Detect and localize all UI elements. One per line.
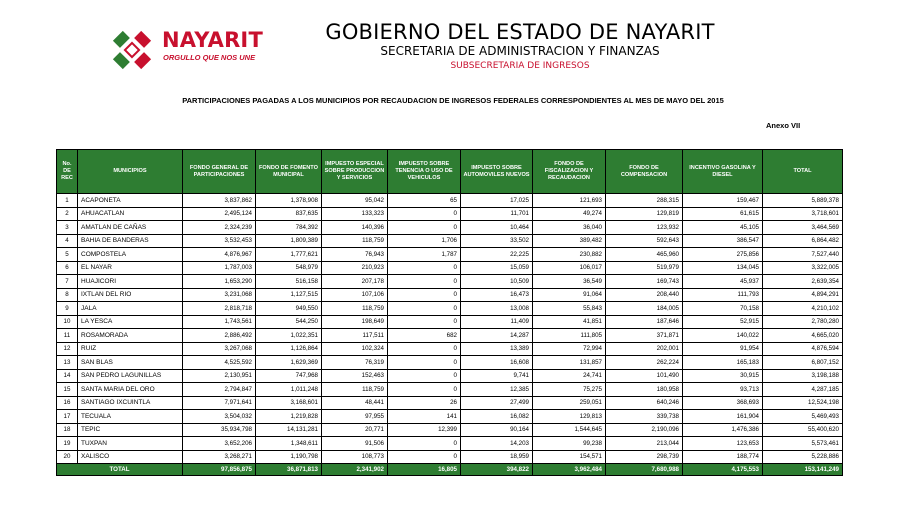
row-number: 2 <box>57 207 78 221</box>
amount-cell: 133,323 <box>322 207 388 221</box>
amount-cell: 784,392 <box>256 221 322 235</box>
amount-cell: 16,082 <box>461 410 533 424</box>
amount-cell: 75,275 <box>533 383 606 397</box>
amount-cell: 91,064 <box>533 288 606 302</box>
amount-cell: 106,017 <box>533 261 606 275</box>
row-number: 9 <box>57 302 78 316</box>
amount-cell: 0 <box>388 342 461 356</box>
amount-cell: 91,506 <box>322 437 388 451</box>
amount-cell: 1,190,798 <box>256 450 322 464</box>
amount-cell: 3,322,005 <box>763 261 843 275</box>
amount-cell: 3,504,032 <box>183 410 256 424</box>
amount-cell: 91,954 <box>683 342 763 356</box>
col-header-fiscalizacion: FONDO DE FISCALIZACION Y RECAUDACION <box>533 150 606 194</box>
amount-cell: 544,250 <box>256 315 322 329</box>
amount-cell: 1,809,389 <box>256 234 322 248</box>
row-number: 17 <box>57 410 78 424</box>
municipio-name: XALISCO <box>78 450 183 464</box>
row-number: 10 <box>57 315 78 329</box>
amount-cell: 0 <box>388 275 461 289</box>
amount-cell: 1,544,645 <box>533 423 606 437</box>
amount-cell: 70,158 <box>683 302 763 316</box>
amount-cell: 33,502 <box>461 234 533 248</box>
total-label: TOTAL <box>57 464 183 476</box>
amount-cell: 1,476,386 <box>683 423 763 437</box>
total-cell: 153,141,249 <box>763 464 843 476</box>
amount-cell: 298,739 <box>606 450 683 464</box>
amount-cell: 4,525,592 <box>183 356 256 370</box>
amount-cell: 3,168,601 <box>256 396 322 410</box>
table-row <box>57 383 843 397</box>
amount-cell: 10,509 <box>461 275 533 289</box>
amount-cell: 12,524,198 <box>763 396 843 410</box>
table-header-row <box>57 150 843 194</box>
amount-cell: 1,348,611 <box>256 437 322 451</box>
amount-cell: 0 <box>388 437 461 451</box>
col-header-no: No. DE REC <box>57 150 78 194</box>
amount-cell: 36,040 <box>533 221 606 235</box>
table-row <box>57 437 843 451</box>
table-row <box>57 207 843 221</box>
amount-cell: 213,044 <box>606 437 683 451</box>
amount-cell: 4,894,291 <box>763 288 843 302</box>
amount-cell: 207,178 <box>322 275 388 289</box>
row-number: 1 <box>57 194 78 208</box>
amount-cell: 198,649 <box>322 315 388 329</box>
amount-cell: 1,743,561 <box>183 315 256 329</box>
amount-cell: 339,738 <box>606 410 683 424</box>
amount-cell: 3,267,068 <box>183 342 256 356</box>
amount-cell: 45,937 <box>683 275 763 289</box>
table-row <box>57 315 843 329</box>
amount-cell: 14,203 <box>461 437 533 451</box>
municipio-name: AMATLAN DE CAÑAS <box>78 221 183 235</box>
amount-cell: 259,051 <box>533 396 606 410</box>
amount-cell: 4,287,185 <box>763 383 843 397</box>
amount-cell: 389,482 <box>533 234 606 248</box>
amount-cell: 165,183 <box>683 356 763 370</box>
col-header-automoviles: IMPUESTO SOBRE AUTOMOVILES NUEVOS <box>461 150 533 194</box>
row-number: 4 <box>57 234 78 248</box>
row-number: 3 <box>57 221 78 235</box>
government-title: GOBIERNO DEL ESTADO DE NAYARIT <box>325 20 715 44</box>
amount-cell: 371,871 <box>606 329 683 343</box>
amount-cell: 140,022 <box>683 329 763 343</box>
amount-cell: 129,813 <box>533 410 606 424</box>
amount-cell: 2,324,239 <box>183 221 256 235</box>
amount-cell: 0 <box>388 302 461 316</box>
total-cell: 16,805 <box>388 464 461 476</box>
row-number: 18 <box>57 423 78 437</box>
table-row <box>57 342 843 356</box>
amount-cell: 154,571 <box>533 450 606 464</box>
row-number: 20 <box>57 450 78 464</box>
amount-cell: 4,665,020 <box>763 329 843 343</box>
table-row <box>57 288 843 302</box>
municipio-name: TECUALA <box>78 410 183 424</box>
amount-cell: 4,876,967 <box>183 248 256 262</box>
amount-cell: 202,001 <box>606 342 683 356</box>
amount-cell: 45,105 <box>683 221 763 235</box>
amount-cell: 2,818,718 <box>183 302 256 316</box>
amount-cell: 0 <box>388 221 461 235</box>
amount-cell: 386,547 <box>683 234 763 248</box>
table-row <box>57 369 843 383</box>
amount-cell: 36,549 <box>533 275 606 289</box>
secretaria-title: SECRETARIA DE ADMINISTRACION Y FINANZAS <box>380 44 660 58</box>
municipio-name: BAHIA DE BANDERAS <box>78 234 183 248</box>
amount-cell: 837,635 <box>256 207 322 221</box>
row-number: 15 <box>57 383 78 397</box>
amount-cell: 2,190,096 <box>606 423 683 437</box>
amount-cell: 1,787,003 <box>183 261 256 275</box>
amount-cell: 368,693 <box>683 396 763 410</box>
amount-cell: 465,960 <box>606 248 683 262</box>
amount-cell: 97,955 <box>322 410 388 424</box>
col-header-compensacion: FONDO DE COMPENSACION <box>606 150 683 194</box>
amount-cell: 2,130,951 <box>183 369 256 383</box>
col-header-ieps: IMPUESTO ESPECIAL SOBRE PRODUCCION Y SERVICIOS <box>322 150 388 194</box>
table-row <box>57 248 843 262</box>
amount-cell: 30,915 <box>683 369 763 383</box>
row-number: 14 <box>57 369 78 383</box>
amount-cell: 18,959 <box>461 450 533 464</box>
amount-cell: 0 <box>388 450 461 464</box>
amount-cell: 1,706 <box>388 234 461 248</box>
amount-cell: 12,399 <box>388 423 461 437</box>
amount-cell: 123,932 <box>606 221 683 235</box>
amount-cell: 101,490 <box>606 369 683 383</box>
amount-cell: 129,819 <box>606 207 683 221</box>
amount-cell: 949,550 <box>256 302 322 316</box>
amount-cell: 0 <box>388 383 461 397</box>
total-cell: 2,341,902 <box>322 464 388 476</box>
annex-label: Anexo VII <box>766 121 801 130</box>
nayarit-logo <box>104 22 274 78</box>
total-cell: 394,822 <box>461 464 533 476</box>
amount-cell: 76,943 <box>322 248 388 262</box>
amount-cell: 1,011,248 <box>256 383 322 397</box>
amount-cell: 48,441 <box>322 396 388 410</box>
amount-cell: 11,409 <box>461 315 533 329</box>
amount-cell: 1,777,621 <box>256 248 322 262</box>
amount-cell: 180,958 <box>606 383 683 397</box>
amount-cell: 99,238 <box>533 437 606 451</box>
amount-cell: 6,864,482 <box>763 234 843 248</box>
amount-cell: 5,889,378 <box>763 194 843 208</box>
amount-cell: 93,713 <box>683 383 763 397</box>
amount-cell: 102,324 <box>322 342 388 356</box>
amount-cell: 3,718,601 <box>763 207 843 221</box>
amount-cell: 4,876,594 <box>763 342 843 356</box>
amount-cell: 16,473 <box>461 288 533 302</box>
amount-cell: 111,793 <box>683 288 763 302</box>
amount-cell: 134,045 <box>683 261 763 275</box>
amount-cell: 159,467 <box>683 194 763 208</box>
amount-cell: 65 <box>388 194 461 208</box>
amount-cell: 3,268,271 <box>183 450 256 464</box>
amount-cell: 107,106 <box>322 288 388 302</box>
amount-cell: 131,857 <box>533 356 606 370</box>
amount-cell: 1,629,369 <box>256 356 322 370</box>
amount-cell: 3,652,206 <box>183 437 256 451</box>
municipio-name: ROSAMORADA <box>78 329 183 343</box>
col-header-tenencia: IMPUESTO SOBRE TENENCIA O USO DE VEHICULOS <box>388 150 461 194</box>
col-header-municipios: MUNICIPIOS <box>78 150 183 194</box>
amount-cell: 2,639,354 <box>763 275 843 289</box>
row-number: 16 <box>57 396 78 410</box>
municipio-name: EL NAYAR <box>78 261 183 275</box>
amount-cell: 0 <box>388 288 461 302</box>
amount-cell: 95,042 <box>322 194 388 208</box>
amount-cell: 169,743 <box>606 275 683 289</box>
amount-cell: 20,771 <box>322 423 388 437</box>
amount-cell: 55,843 <box>533 302 606 316</box>
amount-cell: 5,228,886 <box>763 450 843 464</box>
amount-cell: 61,615 <box>683 207 763 221</box>
amount-cell: 592,643 <box>606 234 683 248</box>
amount-cell: 3,464,569 <box>763 221 843 235</box>
total-cell: 36,871,813 <box>256 464 322 476</box>
amount-cell: 0 <box>388 207 461 221</box>
total-cell: 3,962,484 <box>533 464 606 476</box>
col-header-gasolina: INCENTIVO GASOLINA Y DIESEL <box>683 150 763 194</box>
amount-cell: 13,008 <box>461 302 533 316</box>
amount-cell: 3,532,453 <box>183 234 256 248</box>
total-row <box>57 464 843 476</box>
amount-cell: 230,882 <box>533 248 606 262</box>
amount-cell: 0 <box>388 315 461 329</box>
amount-cell: 208,440 <box>606 288 683 302</box>
amount-cell: 1,787 <box>388 248 461 262</box>
amount-cell: 3,231,068 <box>183 288 256 302</box>
municipio-name: TUXPAN <box>78 437 183 451</box>
row-number: 19 <box>57 437 78 451</box>
table-row <box>57 410 843 424</box>
amount-cell: 2,780,280 <box>763 315 843 329</box>
nayarit-emblem-icon <box>104 22 160 78</box>
amount-cell: 10,464 <box>461 221 533 235</box>
amount-cell: 2,886,492 <box>183 329 256 343</box>
amount-cell: 0 <box>388 369 461 383</box>
row-number: 7 <box>57 275 78 289</box>
amount-cell: 519,979 <box>606 261 683 275</box>
row-number: 12 <box>57 342 78 356</box>
amount-cell: 5,469,493 <box>763 410 843 424</box>
table-row <box>57 396 843 410</box>
amount-cell: 76,319 <box>322 356 388 370</box>
row-number: 11 <box>57 329 78 343</box>
amount-cell: 7,971,641 <box>183 396 256 410</box>
table-row <box>57 450 843 464</box>
col-header-fondo-fomento: FONDO DE FOMENTO MUNICIPAL <box>256 150 322 194</box>
amount-cell: 52,915 <box>683 315 763 329</box>
amount-cell: 140,396 <box>322 221 388 235</box>
amount-cell: 41,851 <box>533 315 606 329</box>
amount-cell: 13,389 <box>461 342 533 356</box>
amount-cell: 2,495,124 <box>183 207 256 221</box>
amount-cell: 184,005 <box>606 302 683 316</box>
amount-cell: 24,741 <box>533 369 606 383</box>
row-number: 5 <box>57 248 78 262</box>
amount-cell: 4,210,102 <box>763 302 843 316</box>
table-row <box>57 194 843 208</box>
amount-cell: 1,378,908 <box>256 194 322 208</box>
amount-cell: 26 <box>388 396 461 410</box>
municipio-name: AHUACATLAN <box>78 207 183 221</box>
row-number: 8 <box>57 288 78 302</box>
municipio-name: LA YESCA <box>78 315 183 329</box>
amount-cell: 188,774 <box>683 450 763 464</box>
amount-cell: 118,759 <box>322 234 388 248</box>
amount-cell: 152,463 <box>322 369 388 383</box>
logo-slogan: ORGULLO QUE NOS UNE <box>163 53 256 62</box>
municipio-name: SAN BLAS <box>78 356 183 370</box>
amount-cell: 16,608 <box>461 356 533 370</box>
table-row <box>57 275 843 289</box>
table-row <box>57 234 843 248</box>
amount-cell: 682 <box>388 329 461 343</box>
amount-cell: 11,701 <box>461 207 533 221</box>
amount-cell: 118,759 <box>322 383 388 397</box>
amount-cell: 108,773 <box>322 450 388 464</box>
amount-cell: 275,856 <box>683 248 763 262</box>
municipio-name: SANTIAGO IXCUINTLA <box>78 396 183 410</box>
amount-cell: 1,653,290 <box>183 275 256 289</box>
amount-cell: 1,126,864 <box>256 342 322 356</box>
amount-cell: 3,837,862 <box>183 194 256 208</box>
municipio-name: JALA <box>78 302 183 316</box>
amount-cell: 0 <box>388 356 461 370</box>
amount-cell: 1,219,828 <box>256 410 322 424</box>
amount-cell: 3,198,188 <box>763 369 843 383</box>
amount-cell: 6,807,152 <box>763 356 843 370</box>
municipio-name: TEPIC <box>78 423 183 437</box>
amount-cell: 640,246 <box>606 396 683 410</box>
amount-cell: 22,225 <box>461 248 533 262</box>
amount-cell: 72,994 <box>533 342 606 356</box>
amount-cell: 14,131,281 <box>256 423 322 437</box>
amount-cell: 35,934,798 <box>183 423 256 437</box>
amount-cell: 55,400,620 <box>763 423 843 437</box>
amount-cell: 118,759 <box>322 302 388 316</box>
municipio-name: SANTA MARIA DEL ORO <box>78 383 183 397</box>
amount-cell: 14,287 <box>461 329 533 343</box>
amount-cell: 1,127,515 <box>256 288 322 302</box>
municipio-name: COMPOSTELA <box>78 248 183 262</box>
amount-cell: 7,527,440 <box>763 248 843 262</box>
amount-cell: 12,385 <box>461 383 533 397</box>
logo-brand-text: NAYARIT <box>162 28 263 52</box>
amount-cell: 123,653 <box>683 437 763 451</box>
amount-cell: 49,274 <box>533 207 606 221</box>
amount-cell: 5,573,461 <box>763 437 843 451</box>
municipio-name: HUAJICORI <box>78 275 183 289</box>
municipio-name: IXTLAN DEL RIO <box>78 288 183 302</box>
row-number: 13 <box>57 356 78 370</box>
amount-cell: 121,693 <box>533 194 606 208</box>
municipio-name: SAN PEDRO LAGUNILLAS <box>78 369 183 383</box>
amount-cell: 0 <box>388 261 461 275</box>
municipio-name: RUIZ <box>78 342 183 356</box>
participaciones-table <box>56 149 843 476</box>
amount-cell: 15,059 <box>461 261 533 275</box>
table-row <box>57 356 843 370</box>
amount-cell: 516,158 <box>256 275 322 289</box>
municipio-name: ACAPONETA <box>78 194 183 208</box>
amount-cell: 161,904 <box>683 410 763 424</box>
amount-cell: 2,794,847 <box>183 383 256 397</box>
amount-cell: 187,646 <box>606 315 683 329</box>
subsecretaria-title: SUBSECRETARIA DE INGRESOS <box>450 61 590 71</box>
col-header-fondo-general: FONDO GENERAL DE PARTICIPACIONES <box>183 150 256 194</box>
amount-cell: 548,979 <box>256 261 322 275</box>
amount-cell: 27,499 <box>461 396 533 410</box>
total-cell: 97,856,875 <box>183 464 256 476</box>
table-row <box>57 261 843 275</box>
amount-cell: 17,025 <box>461 194 533 208</box>
amount-cell: 288,315 <box>606 194 683 208</box>
amount-cell: 747,968 <box>256 369 322 383</box>
amount-cell: 90,164 <box>461 423 533 437</box>
table-row <box>57 329 843 343</box>
table-row <box>57 221 843 235</box>
amount-cell: 1,022,351 <box>256 329 322 343</box>
amount-cell: 210,923 <box>322 261 388 275</box>
row-number: 6 <box>57 261 78 275</box>
amount-cell: 111,805 <box>533 329 606 343</box>
amount-cell: 9,741 <box>461 369 533 383</box>
table-row <box>57 423 843 437</box>
amount-cell: 262,224 <box>606 356 683 370</box>
col-header-total: TOTAL <box>763 150 843 194</box>
amount-cell: 141 <box>388 410 461 424</box>
report-title: PARTICIPACIONES PAGADAS A LOS MUNICIPIOS POR RECAUDACION DE INGRESOS FEDERALES CORRESPONDIENTES AL MES DE MAYO DEL 2015 <box>182 96 724 105</box>
total-cell: 4,175,553 <box>683 464 763 476</box>
amount-cell: 117,511 <box>322 329 388 343</box>
total-cell: 7,680,988 <box>606 464 683 476</box>
table-row <box>57 302 843 316</box>
